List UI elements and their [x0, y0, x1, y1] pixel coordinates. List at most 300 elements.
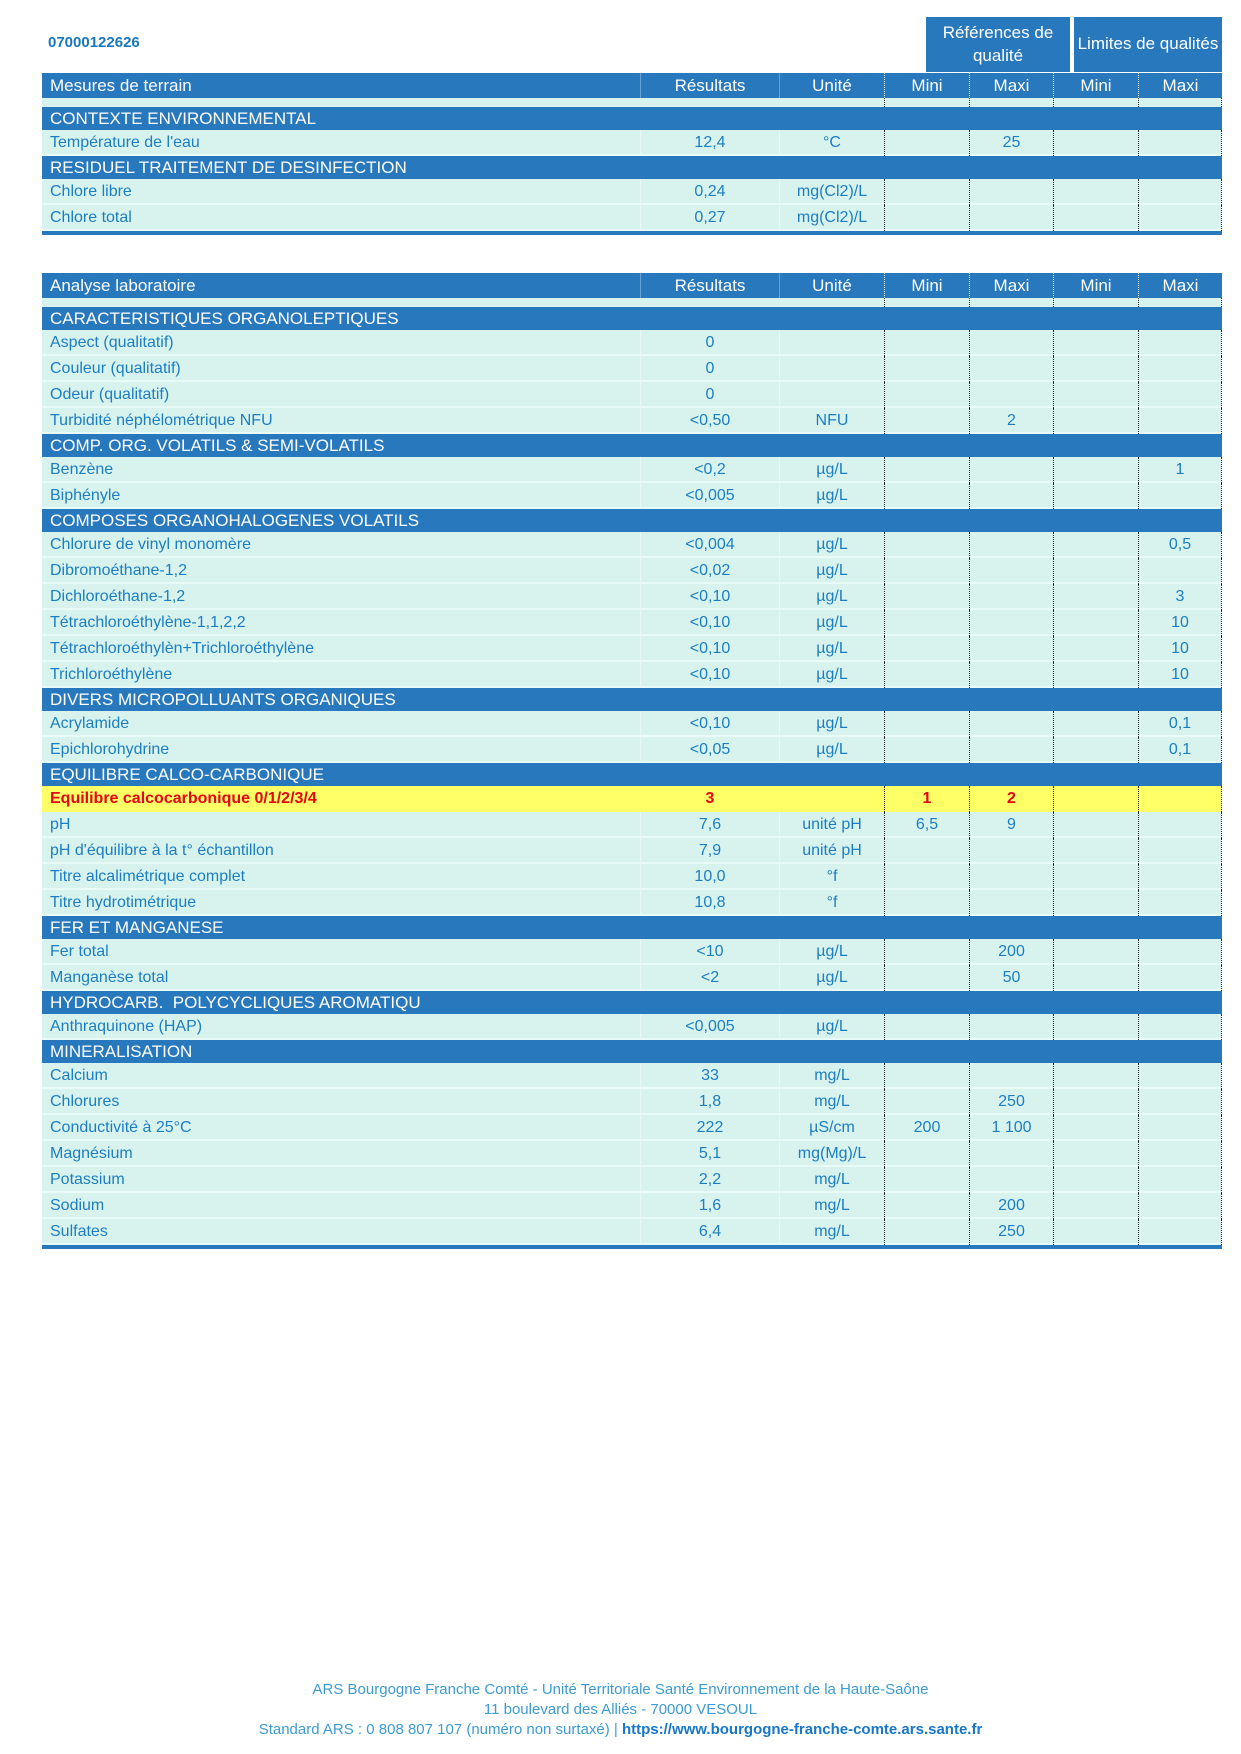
param-unit: mg/L — [779, 1167, 884, 1193]
table-row — [42, 965, 1222, 991]
ref-maxi — [969, 356, 1053, 382]
lim-mini — [1053, 205, 1138, 231]
lim-maxi: 0,1 — [1138, 737, 1222, 763]
table-row — [42, 1014, 1222, 1040]
lim-mini — [1053, 1063, 1138, 1089]
param-unit: mg(Mg)/L — [779, 1141, 884, 1167]
col-header-lim-maxi: Maxi — [1138, 73, 1222, 98]
section-header-label: CONTEXTE ENVIRONNEMENTAL — [50, 108, 317, 128]
param-result: 7,9 — [640, 838, 779, 864]
param-label: Odeur (qualitatif) — [42, 382, 640, 408]
table-row — [42, 1219, 1222, 1245]
ref-mini — [884, 532, 969, 558]
footer-phone-text: Standard ARS : 0 808 807 107 (numéro non surtaxé) | — [258, 1721, 618, 1738]
lim-mini — [1053, 1115, 1138, 1141]
param-unit: mg/L — [779, 1193, 884, 1219]
ref-mini — [884, 584, 969, 610]
param-label: Conductivité à 25°C — [42, 1115, 640, 1141]
lim-mini — [1053, 584, 1138, 610]
section-header — [42, 156, 1222, 179]
param-result: <0,02 — [640, 558, 779, 584]
table-bottom-bar — [42, 1245, 1222, 1249]
lim-mini — [1053, 558, 1138, 584]
param-label: Anthraquinone (HAP) — [42, 1014, 640, 1040]
ref-mini — [884, 965, 969, 991]
table-row — [42, 711, 1222, 737]
table-row — [42, 662, 1222, 688]
ref-maxi — [969, 1141, 1053, 1167]
ref-mini — [884, 457, 969, 483]
table-body — [42, 307, 1222, 1245]
footer-website-link[interactable]: https://www.bourgogne-franche-comte.ars.sante.fr — [621, 1721, 983, 1738]
ref-mini — [884, 408, 969, 434]
lim-maxi: 3 — [1138, 584, 1222, 610]
ref-mini — [884, 205, 969, 231]
param-unit: mg/L — [779, 1219, 884, 1245]
param-unit — [779, 786, 884, 812]
section-header — [42, 107, 1222, 130]
param-result: <0,10 — [640, 711, 779, 737]
col-header-ref-maxi: Maxi — [969, 73, 1053, 98]
lim-mini — [1053, 483, 1138, 509]
param-label: pH — [42, 812, 640, 838]
col-header-unite: Unité — [779, 73, 884, 98]
ref-maxi: 200 — [969, 1193, 1053, 1219]
lim-maxi — [1138, 205, 1222, 231]
lim-maxi — [1138, 1167, 1222, 1193]
param-label: Sodium — [42, 1193, 640, 1219]
footer-line-3 — [0, 1720, 1241, 1740]
param-result: 0 — [640, 382, 779, 408]
lim-mini — [1053, 737, 1138, 763]
param-result: 0 — [640, 330, 779, 356]
lim-maxi — [1138, 1115, 1222, 1141]
lim-mini — [1053, 330, 1138, 356]
ref-mini — [884, 939, 969, 965]
ref-mini: 1 — [884, 786, 969, 812]
ref-maxi — [969, 330, 1053, 356]
table-row — [42, 558, 1222, 584]
param-result: <0,005 — [640, 1014, 779, 1040]
lim-maxi — [1138, 558, 1222, 584]
param-label: Sulfates — [42, 1219, 640, 1245]
lim-maxi — [1138, 408, 1222, 434]
ref-maxi — [969, 1167, 1053, 1193]
ref-mini — [884, 382, 969, 408]
param-unit: °f — [779, 864, 884, 890]
param-result: 1,8 — [640, 1089, 779, 1115]
ref-mini — [884, 1219, 969, 1245]
lim-maxi — [1138, 939, 1222, 965]
section-header — [42, 763, 1222, 786]
spacer-row — [42, 298, 1222, 307]
lim-maxi — [1138, 330, 1222, 356]
ref-maxi — [969, 1063, 1053, 1089]
ref-maxi — [969, 584, 1053, 610]
param-result: 12,4 — [640, 130, 779, 156]
param-unit: µg/L — [779, 711, 884, 737]
param-unit — [779, 330, 884, 356]
ref-mini: 6,5 — [884, 812, 969, 838]
spacer-row — [42, 98, 1222, 107]
section-header-label: RESIDUEL TRAITEMENT DE DESINFECTION — [50, 157, 407, 177]
ref-mini — [884, 483, 969, 509]
section-header — [42, 991, 1222, 1014]
table-row — [42, 483, 1222, 509]
ref-mini — [884, 356, 969, 382]
lim-maxi — [1138, 382, 1222, 408]
ref-maxi — [969, 558, 1053, 584]
ref-maxi — [969, 662, 1053, 688]
param-label: Titre hydrotimétrique — [42, 890, 640, 916]
ref-mini — [884, 1089, 969, 1115]
ref-maxi: 250 — [969, 1089, 1053, 1115]
param-result: <0,10 — [640, 610, 779, 636]
param-unit: µg/L — [779, 737, 884, 763]
param-unit — [779, 382, 884, 408]
table-row — [42, 1089, 1222, 1115]
param-unit: µg/L — [779, 1014, 884, 1040]
table-row — [42, 1115, 1222, 1141]
lim-mini — [1053, 1167, 1138, 1193]
ref-mini: 200 — [884, 1115, 969, 1141]
param-unit: mg/L — [779, 1063, 884, 1089]
table-title: Analyse laboratoire — [50, 275, 196, 295]
param-unit: µg/L — [779, 636, 884, 662]
table-row — [42, 737, 1222, 763]
lim-mini — [1053, 965, 1138, 991]
lim-maxi — [1138, 812, 1222, 838]
lim-maxi — [1138, 356, 1222, 382]
ref-maxi — [969, 890, 1053, 916]
ref-maxi — [969, 1014, 1053, 1040]
ref-mini — [884, 1167, 969, 1193]
table-row — [42, 356, 1222, 382]
param-unit — [779, 356, 884, 382]
ref-maxi: 200 — [969, 939, 1053, 965]
section-header-label: HYDROCARB. POLYCYCLIQUES AROMATIQU — [50, 992, 421, 1012]
lim-mini — [1053, 1219, 1138, 1245]
table-row — [42, 130, 1222, 156]
param-label: Chlorure de vinyl monomère — [42, 532, 640, 558]
param-unit: °f — [779, 890, 884, 916]
param-result: 10,8 — [640, 890, 779, 916]
lim-mini — [1053, 457, 1138, 483]
param-unit: mg(Cl2)/L — [779, 205, 884, 231]
table-row — [42, 584, 1222, 610]
table-row — [42, 864, 1222, 890]
ref-maxi: 2 — [969, 408, 1053, 434]
lim-maxi: 0,1 — [1138, 711, 1222, 737]
param-result: 10,0 — [640, 864, 779, 890]
ref-mini — [884, 558, 969, 584]
ref-maxi — [969, 838, 1053, 864]
param-label: Chlore total — [42, 205, 640, 231]
col-header-unite: Unité — [779, 273, 884, 298]
section-header-label: DIVERS MICROPOLLUANTS ORGANIQUES — [50, 689, 396, 709]
section-header-label: FER ET MANGANESE — [50, 917, 224, 937]
col-header-ref-maxi: Maxi — [969, 273, 1053, 298]
lim-mini — [1053, 532, 1138, 558]
table-row — [42, 382, 1222, 408]
section-header-label: COMP. ORG. VOLATILS & SEMI-VOLATILS — [50, 435, 385, 455]
lim-mini — [1053, 408, 1138, 434]
table-body — [42, 107, 1222, 231]
param-result: 5,1 — [640, 1141, 779, 1167]
ref-mini — [884, 1141, 969, 1167]
param-unit: mg/L — [779, 1089, 884, 1115]
table-row — [42, 1141, 1222, 1167]
param-result: 33 — [640, 1063, 779, 1089]
col-header-lim-mini: Mini — [1053, 273, 1138, 298]
section-header-label: EQUILIBRE CALCO-CARBONIQUE — [50, 764, 324, 784]
param-label: Dibromoéthane-1,2 — [42, 558, 640, 584]
lim-maxi: 10 — [1138, 610, 1222, 636]
lim-maxi — [1138, 890, 1222, 916]
ref-mini — [884, 636, 969, 662]
param-unit: mg(Cl2)/L — [779, 179, 884, 205]
ref-maxi — [969, 864, 1053, 890]
analyse-laboratoire-table — [42, 273, 1222, 1249]
ref-mini — [884, 1014, 969, 1040]
ref-mini — [884, 1193, 969, 1219]
ref-mini — [884, 1063, 969, 1089]
lim-mini — [1053, 1014, 1138, 1040]
section-header-label: CARACTERISTIQUES ORGANOLEPTIQUES — [50, 308, 399, 328]
lim-maxi — [1138, 1014, 1222, 1040]
lim-maxi: 10 — [1138, 662, 1222, 688]
param-label: Chlore libre — [42, 179, 640, 205]
section-header-label: MINERALISATION — [50, 1041, 193, 1061]
lim-mini — [1053, 890, 1138, 916]
table-row — [42, 1167, 1222, 1193]
param-label: Aspect (qualitatif) — [42, 330, 640, 356]
param-unit: NFU — [779, 408, 884, 434]
param-result: <0,50 — [640, 408, 779, 434]
footer — [0, 1680, 1241, 1740]
quality-header-boxes — [926, 17, 1222, 72]
param-label: Epichlorohydrine — [42, 737, 640, 763]
param-unit: °C — [779, 130, 884, 156]
param-unit: µg/L — [779, 610, 884, 636]
lim-maxi — [1138, 965, 1222, 991]
lim-maxi — [1138, 130, 1222, 156]
section-header — [42, 688, 1222, 711]
ref-mini — [884, 179, 969, 205]
col-header-resultats: Résultats — [640, 273, 779, 298]
param-label: Fer total — [42, 939, 640, 965]
section-header — [42, 509, 1222, 532]
param-result: <0,005 — [640, 483, 779, 509]
param-unit: µg/L — [779, 457, 884, 483]
lim-mini — [1053, 662, 1138, 688]
ref-maxi — [969, 532, 1053, 558]
table-title: Mesures de terrain — [50, 75, 192, 95]
ref-mini — [884, 838, 969, 864]
ref-maxi: 250 — [969, 1219, 1053, 1245]
param-result: 0,24 — [640, 179, 779, 205]
col-header-ref-mini: Mini — [884, 73, 969, 98]
ref-maxi: 1 100 — [969, 1115, 1053, 1141]
lim-mini — [1053, 939, 1138, 965]
table-row — [42, 408, 1222, 434]
lim-mini — [1053, 1089, 1138, 1115]
param-result: <10 — [640, 939, 779, 965]
param-unit: µg/L — [779, 965, 884, 991]
ref-maxi — [969, 205, 1053, 231]
param-result: 222 — [640, 1115, 779, 1141]
lim-maxi — [1138, 179, 1222, 205]
param-label: Calcium — [42, 1063, 640, 1089]
param-result: <0,10 — [640, 584, 779, 610]
table-row — [42, 890, 1222, 916]
ref-mini — [884, 610, 969, 636]
ref-mini — [884, 711, 969, 737]
ref-maxi: 2 — [969, 786, 1053, 812]
param-result: 3 — [705, 790, 715, 807]
ref-maxi — [969, 457, 1053, 483]
lim-maxi — [1138, 786, 1222, 812]
lim-mini — [1053, 786, 1138, 812]
lim-maxi — [1138, 1063, 1222, 1089]
section-header — [42, 307, 1222, 330]
param-unit: µg/L — [779, 939, 884, 965]
param-label: pH d'équilibre à la t° échantillon — [42, 838, 640, 864]
param-result: 1,6 — [640, 1193, 779, 1219]
param-result: 2,2 — [640, 1167, 779, 1193]
col-header-lim-maxi: Maxi — [1138, 273, 1222, 298]
ref-mini — [884, 864, 969, 890]
ref-maxi — [969, 737, 1053, 763]
table-row — [42, 1063, 1222, 1089]
param-result: 7,6 — [640, 812, 779, 838]
param-unit: unité pH — [779, 838, 884, 864]
ref-mini — [884, 890, 969, 916]
param-result: <0,004 — [640, 532, 779, 558]
lim-maxi: 0,5 — [1138, 532, 1222, 558]
table-row — [42, 838, 1222, 864]
col-header-ref-mini: Mini — [884, 273, 969, 298]
lim-maxi — [1138, 1193, 1222, 1219]
section-header — [42, 916, 1222, 939]
table-header-row — [42, 73, 1222, 98]
mesures-terrain-table — [42, 73, 1222, 235]
lim-mini — [1053, 382, 1138, 408]
table-row — [42, 636, 1222, 662]
ref-maxi — [969, 179, 1053, 205]
param-result: <2 — [640, 965, 779, 991]
table-row — [42, 812, 1222, 838]
lim-mini — [1053, 356, 1138, 382]
table-row — [42, 532, 1222, 558]
param-label: Couleur (qualitatif) — [42, 356, 640, 382]
lim-maxi — [1138, 838, 1222, 864]
ref-mini — [884, 662, 969, 688]
ref-maxi: 50 — [969, 965, 1053, 991]
ref-maxi: 25 — [969, 130, 1053, 156]
lim-mini — [1053, 179, 1138, 205]
col-header-lim-mini: Mini — [1053, 73, 1138, 98]
param-result: 0 — [640, 356, 779, 382]
table-row — [42, 1193, 1222, 1219]
table-bottom-bar — [42, 231, 1222, 235]
param-label: Tétrachloroéthylène-1,1,2,2 — [42, 610, 640, 636]
lim-mini — [1053, 711, 1138, 737]
section-header — [42, 434, 1222, 457]
table-row — [42, 330, 1222, 356]
ref-mini — [884, 130, 969, 156]
ref-maxi: 9 — [969, 812, 1053, 838]
param-label: Acrylamide — [42, 711, 640, 737]
param-result: <0,05 — [640, 737, 779, 763]
param-label: Tétrachloroéthylèn+Trichloroéthylène — [42, 636, 640, 662]
param-unit: µg/L — [779, 584, 884, 610]
param-label: Potassium — [42, 1167, 640, 1193]
param-label: Chlorures — [42, 1089, 640, 1115]
lim-maxi — [1138, 1219, 1222, 1245]
ref-mini — [884, 737, 969, 763]
param-label: Magnésium — [42, 1141, 640, 1167]
param-unit: µg/L — [779, 558, 884, 584]
lim-mini — [1053, 610, 1138, 636]
lim-mini — [1053, 812, 1138, 838]
param-unit: µg/L — [779, 532, 884, 558]
param-label: Dichloroéthane-1,2 — [42, 584, 640, 610]
lim-maxi — [1138, 483, 1222, 509]
table-row-highlighted — [42, 786, 1222, 812]
ref-maxi — [969, 610, 1053, 636]
param-label: Turbidité néphélométrique NFU — [42, 408, 640, 434]
table-row — [42, 205, 1222, 231]
param-label: Trichloroéthylène — [42, 662, 640, 688]
table-row — [42, 179, 1222, 205]
ref-maxi — [969, 636, 1053, 662]
limites-qualites-box: Limites de qualités — [1074, 17, 1222, 72]
footer-line-2: 11 boulevard des Alliés - 70000 VESOUL — [483, 1701, 758, 1718]
param-label: Température de l'eau — [42, 130, 640, 156]
document-number: 07000122626 — [48, 34, 140, 51]
param-result: <0,10 — [640, 662, 779, 688]
lim-mini — [1053, 1141, 1138, 1167]
param-label: Manganèse total — [42, 965, 640, 991]
section-header — [42, 1040, 1222, 1063]
lim-mini — [1053, 130, 1138, 156]
param-label: Titre alcalimétrique complet — [42, 864, 640, 890]
ref-maxi — [969, 711, 1053, 737]
param-label: Benzène — [42, 457, 640, 483]
table-row — [42, 457, 1222, 483]
table-row — [42, 610, 1222, 636]
lim-mini — [1053, 864, 1138, 890]
param-label: Biphényle — [42, 483, 640, 509]
lim-maxi — [1138, 1089, 1222, 1115]
ref-maxi — [969, 483, 1053, 509]
param-unit: µS/cm — [779, 1115, 884, 1141]
param-unit: µg/L — [779, 483, 884, 509]
lim-mini — [1053, 838, 1138, 864]
param-unit: µg/L — [779, 662, 884, 688]
param-result: 0,27 — [640, 205, 779, 231]
ref-mini — [884, 330, 969, 356]
footer-line-1: ARS Bourgogne Franche Comté - Unité Territoriale Santé Environnement de la Haute-Saône — [312, 1681, 929, 1698]
col-header-resultats: Résultats — [640, 73, 779, 98]
lim-maxi — [1138, 864, 1222, 890]
ref-maxi — [969, 382, 1053, 408]
section-header-label: COMPOSES ORGANOHALOGENES VOLATILS — [50, 510, 420, 530]
references-qualite-box: Références de qualité — [926, 17, 1070, 72]
param-result: <0,10 — [640, 636, 779, 662]
param-result: <0,2 — [640, 457, 779, 483]
